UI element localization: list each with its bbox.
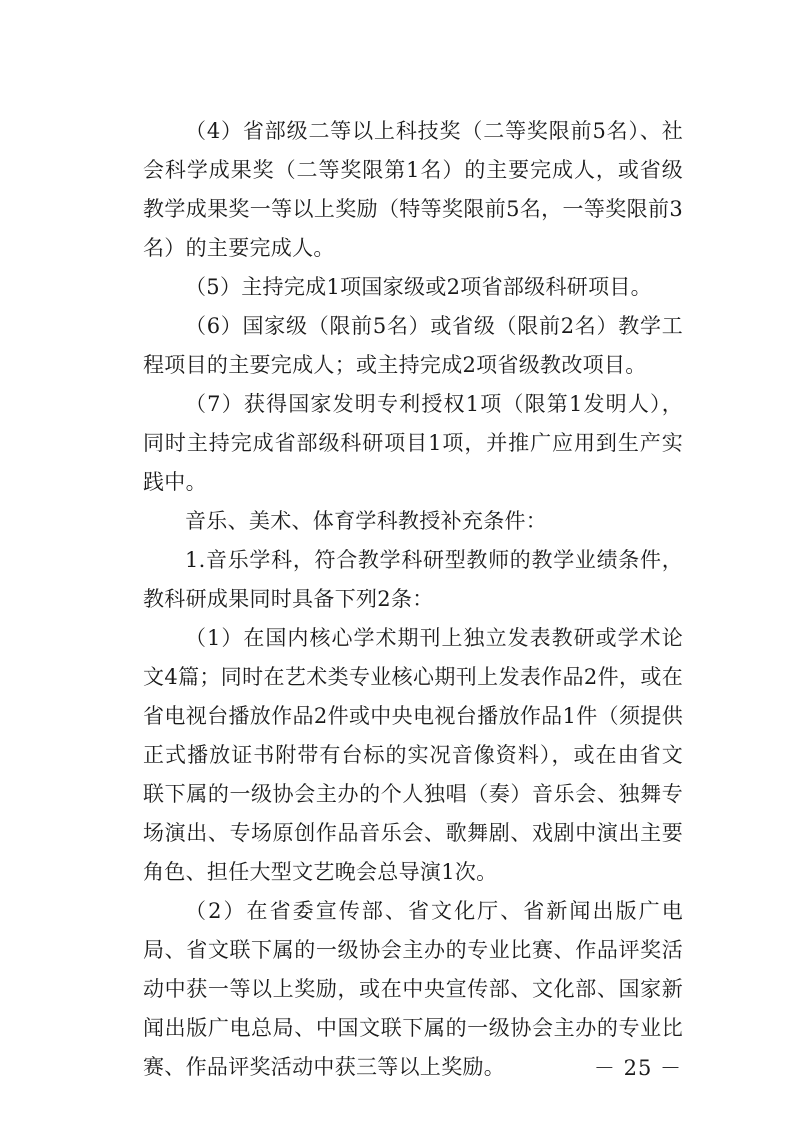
paragraph-item-6: （6）国家级（限前5名）或省级（限前2名）教学工程项目的主要完成人；或主持完成2项省级教改项目。 [143, 314, 683, 377]
paragraph-item-7: （7）获得国家发明专利授权1项（限第1发明人），同时主持完成省部级科研项目1项，并推广应用到生产实践中。 [143, 392, 683, 494]
paragraph-music-item-1: （1）在国内核心学术期刊上独立发表教研或学术论文4篇；同时在艺术类专业核心期刊上发表作品2件，或在省电视台播放作品2件或中央电视台播放作品1件（须提供正式播放证书附带有台标的实况音像资料），或在由省文联下属的一级协会主办的个人独唱（奏）音乐会、独舞专场演出、专场原创作品音乐会、歌舞剧、戏剧中演出主要角色、担任大型文艺晚会总导演1次。 [143, 626, 683, 884]
document-body [143, 112, 683, 1087]
paragraph-item-5: （5）主持完成1项国家级或2项省部级科研项目。 [185, 275, 652, 299]
section-heading-arts: 音乐、美术、体育学科教授补充条件： [185, 509, 548, 533]
paragraph-item-4: （4）省部级二等以上科技奖（二等奖限前5名）、社会科学成果奖（二等奖限第1名）的主要完成人，或省级教学成果奖一等以上奖励（特等奖限前5名，一等奖限前3名）的主要完成人。 [143, 119, 683, 260]
page-number: － 25 － [593, 1056, 682, 1080]
paragraph-music-intro: 1.音乐学科，符合教学科研型教师的教学业绩条件，教科研成果同时具备下列2条： [143, 548, 683, 611]
paragraph-music-item-2: （2）在省委宣传部、省文化厅、省新闻出版广电局、省文联下属的一级协会主办的专业比赛、作品评奖活动中获一等以上奖励，或在中央宣传部、文化部、国家新闻出版广电总局、中国文联下属的一级协会主办的专业比赛、作品评奖活动中获三等以上奖励。 [143, 899, 683, 1079]
